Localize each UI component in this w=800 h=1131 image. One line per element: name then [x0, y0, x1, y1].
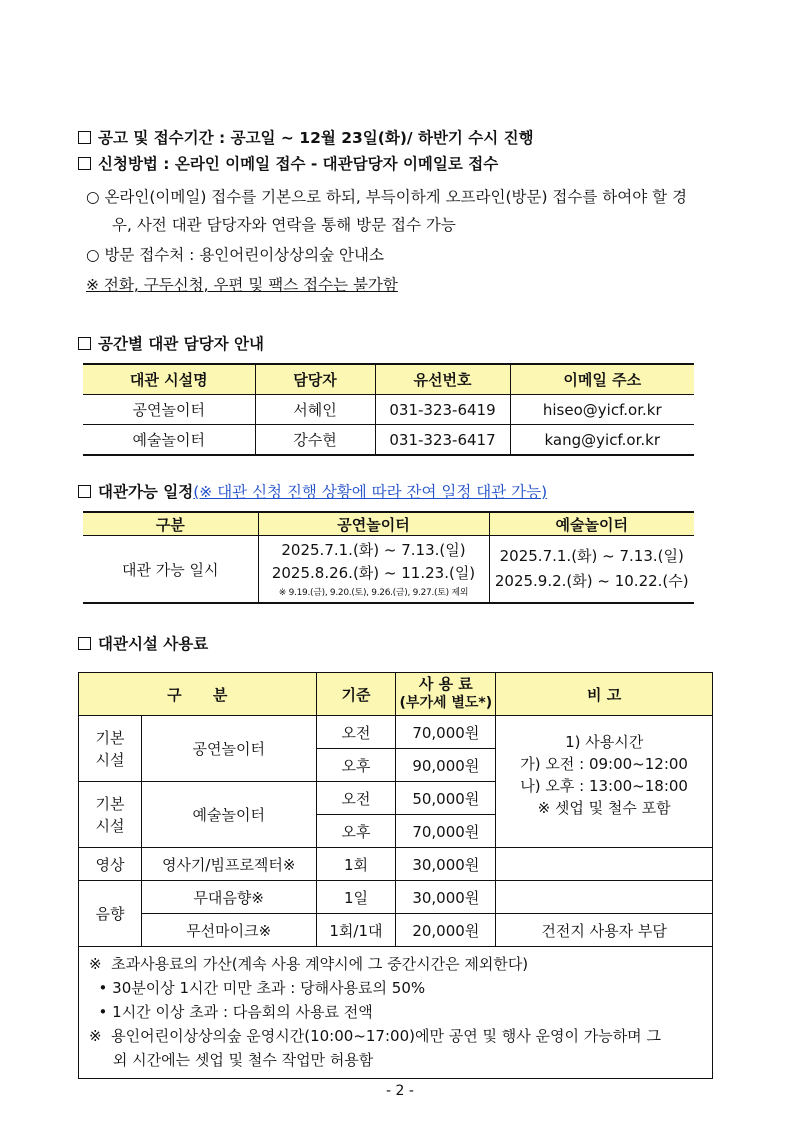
schedule-heading-note: (※ 대관 신청 진행 상황에 따라 잔여 일정 대관 가능) [193, 483, 548, 501]
art-facility-name: 예술놀이터 [141, 782, 316, 848]
schedule-header-row [83, 512, 694, 536]
basic-facility-label: 기본 시설 [79, 782, 142, 848]
perf-am-fee: 70,000원 [396, 716, 496, 749]
fees-table [78, 672, 713, 1079]
schedule-art-cell [489, 536, 694, 604]
fees-header-remark: 비 고 [496, 673, 713, 716]
table-row [79, 848, 713, 881]
staff-cell: 서혜인 [255, 395, 375, 425]
staff-cell: 031-323-6417 [375, 425, 510, 456]
perf-date-note: ※ 9.19.(금), 9.20.(토), 9.26.(금), 9.27.(토) 제외 [278, 587, 469, 598]
perf-pm-fee: 90,000원 [396, 749, 496, 782]
art-pm-basis: 오후 [316, 815, 396, 848]
table-row [83, 395, 694, 425]
projector-remark [496, 848, 713, 881]
perf-date-1: 2025.7.1.(화) ~ 7.13.(일) [281, 540, 466, 559]
fees-note-3: • 1시간 이상 초과 : 다음회의 사용료 전액 [89, 1003, 373, 1021]
table-row [79, 716, 713, 749]
remark-line-4: ※ 셋업 및 철수 포함 [537, 798, 671, 817]
remark-line-3: 나) 오후 : 13:00~18:00 [520, 776, 688, 795]
stage-sound-name: 무대음향※ [141, 881, 316, 914]
staff-cell: 공연놀이터 [83, 395, 255, 425]
perf-pm-basis: 오후 [316, 749, 396, 782]
schedule-heading-text: 대관가능 일정 [98, 483, 194, 501]
staff-email-cell: kang@yicf.or.kr [510, 425, 694, 456]
projector-fee: 30,000원 [396, 848, 496, 881]
checkbox-square-icon [78, 637, 91, 650]
period-text: 공고 및 접수기간 : 공고일 ~ 12월 23일(화)/ 하반기 수시 진행 [98, 129, 534, 147]
projector-basis: 1회 [316, 848, 396, 881]
fees-header-fee-2: (부가세 별도*) [399, 695, 493, 711]
staff-email-cell: hiseo@yicf.or.kr [510, 395, 694, 425]
fees-header-row [79, 673, 713, 716]
mic-fee: 20,000원 [396, 914, 496, 947]
fees-notes [79, 947, 713, 1079]
mic-name: 무선마이크※ [141, 914, 316, 947]
basic-facility-label: 기본 시설 [79, 716, 142, 782]
schedule-row-label: 대관 가능 일시 [83, 536, 258, 604]
method-line [78, 153, 498, 175]
visit-line: ○ 방문 접수처 : 용인어린이상상의숲 안내소 [86, 246, 384, 264]
fees-header-fee-1: 사 용 료 [418, 675, 473, 693]
stage-sound-remark [496, 881, 713, 914]
staff-header-cell: 대관 시설명 [83, 364, 255, 395]
period-line [78, 127, 534, 149]
fees-note-5: 외 시간에는 셋업 및 철수 작업만 허용함 [89, 1051, 374, 1069]
art-date-1: 2025.7.1.(화) ~ 7.13.(일) [499, 547, 684, 565]
perf-facility-name: 공연놀이터 [141, 716, 316, 782]
table-row [83, 425, 694, 456]
remark-line-2: 가) 오전 : 09:00~12:00 [520, 754, 688, 773]
fees-header-fee [396, 673, 496, 716]
staff-heading [78, 333, 264, 355]
art-date-2: 2025.9.2.(화) ~ 10.22.(수) [494, 572, 689, 590]
video-label: 영상 [79, 848, 142, 881]
perf-date-2: 2025.8.26.(화) ~ 11.23.(일) [271, 563, 476, 582]
remark-line-1: 1) 사용시간 [565, 732, 644, 751]
usage-time-remark [496, 716, 713, 848]
mic-remark: 건전지 사용자 부담 [496, 914, 713, 947]
table-row [79, 881, 713, 914]
fees-heading-text: 대관시설 사용료 [98, 635, 209, 653]
staff-table [83, 363, 694, 456]
checkbox-square-icon [78, 337, 91, 350]
schedule-header-cell: 구분 [83, 512, 258, 536]
staff-heading-text: 공간별 대관 담당자 안내 [98, 335, 264, 353]
fees-note-4: ※ 용인어린이상상의숲 운영시간(10:00~17:00)에만 공연 및 행사 운영이 가능하며 그 [89, 1027, 661, 1045]
checkbox-square-icon [78, 485, 91, 498]
page-number: - 2 - [386, 1083, 414, 1099]
staff-cell: 강수현 [255, 425, 375, 456]
projector-name: 영사기/빔프로젝터※ [141, 848, 316, 881]
schedule-table [83, 511, 694, 604]
sound-label: 음향 [79, 881, 142, 947]
art-am-fee: 50,000원 [396, 782, 496, 815]
stage-sound-fee: 30,000원 [396, 881, 496, 914]
online-line-2: 우, 사전 대관 담당자와 연락을 통해 방문 접수 가능 [112, 216, 456, 234]
fees-note-1: ※ 초과사용료의 가산(계속 사용 계약시에 그 중간시간은 제외한다) [89, 955, 529, 973]
art-pm-fee: 70,000원 [396, 815, 496, 848]
checkbox-square-icon [78, 131, 91, 144]
staff-header-cell: 담당자 [255, 364, 375, 395]
table-row [83, 536, 694, 604]
schedule-heading [78, 481, 547, 503]
fees-header-basis: 기준 [316, 673, 396, 716]
fees-header-category: 구 분 [79, 673, 317, 716]
online-line-1: ○ 온라인(이메일) 접수를 기본으로 하되, 부득이하게 오프라인(방문) 접수를 하여야 할 경 [86, 188, 687, 206]
schedule-header-cell: 예술놀이터 [489, 512, 694, 536]
schedule-perf-cell [258, 536, 489, 604]
art-am-basis: 오전 [316, 782, 396, 815]
notice-line: ※ 전화, 구두신청, 우편 및 팩스 접수는 불가함 [86, 276, 398, 294]
fees-heading [78, 633, 208, 655]
method-text: 신청방법 : 온라인 이메일 접수 - 대관담당자 이메일로 접수 [98, 155, 499, 173]
perf-am-basis: 오전 [316, 716, 396, 749]
staff-cell: 031-323-6419 [375, 395, 510, 425]
fees-note-2: • 30분이상 1시간 미만 초과 : 당해사용료의 50% [89, 979, 426, 997]
mic-basis: 1회/1대 [316, 914, 396, 947]
staff-header-row [83, 364, 694, 395]
schedule-header-cell: 공연놀이터 [258, 512, 489, 536]
checkbox-square-icon [78, 157, 91, 170]
stage-sound-basis: 1일 [316, 881, 396, 914]
staff-cell: 예술놀이터 [83, 425, 255, 456]
fees-notes-row [79, 947, 713, 1079]
staff-header-cell: 유선번호 [375, 364, 510, 395]
staff-header-cell: 이메일 주소 [510, 364, 694, 395]
table-row [79, 914, 713, 947]
